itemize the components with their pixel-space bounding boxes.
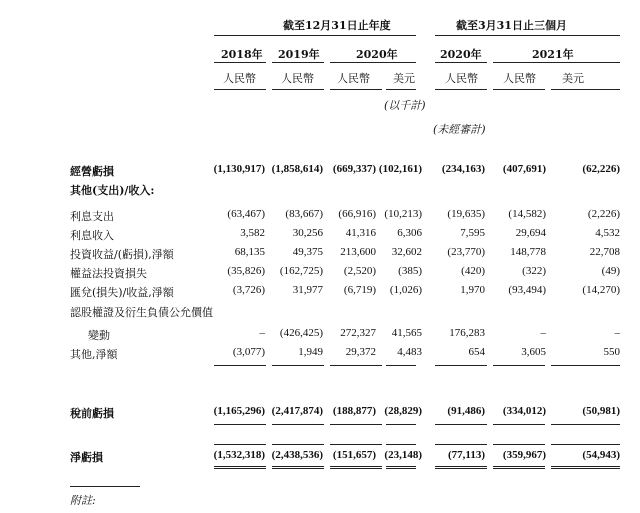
cell: (426,425): [279, 327, 323, 339]
cell: (669,337): [332, 163, 376, 175]
cell: 4,483: [397, 346, 422, 358]
row-label-warrant-fv: 認股權證及衍生負債公允價值: [70, 306, 213, 319]
currency-label-3: 人民幣: [337, 72, 370, 85]
netloss-double-rule: [435, 466, 487, 469]
group-rule-quarterly: [435, 35, 620, 36]
cell: 7,595: [460, 227, 485, 239]
cell: (1,532,318): [213, 449, 265, 461]
cell: (63,467): [227, 208, 265, 220]
cell: 22,708: [589, 246, 620, 258]
cell: 1,949: [298, 346, 323, 358]
cell: 32,602: [391, 246, 422, 258]
cell: 3,605: [521, 346, 546, 358]
cell: 49,375: [292, 246, 323, 258]
netloss-top-rule: [386, 444, 416, 445]
cell: (14,582): [508, 208, 546, 220]
group-header-annual: 截至12月31日止年度: [283, 19, 391, 32]
row-label-investment-gain: 投資收益/(虧損),淨額: [70, 248, 174, 261]
cell: (334,012): [502, 405, 546, 417]
header-rule-2: [272, 89, 324, 90]
cell: 654: [468, 346, 485, 358]
row-label-other-net: 其他,淨額: [70, 348, 118, 361]
subtotal-rule: [551, 365, 620, 366]
row-label-operating-loss: 經營虧損: [70, 165, 114, 178]
row-label-pretax-loss: 稅前虧損: [70, 407, 114, 420]
cell: 29,694: [515, 227, 546, 239]
cell: (407,691): [502, 163, 546, 175]
cell: 68,135: [234, 246, 265, 258]
year-rule-2020: [330, 62, 416, 63]
note-thousands: (以千計): [384, 99, 426, 112]
cell: (162,725): [279, 265, 323, 277]
netloss-top-rule: [435, 444, 487, 445]
cell: (93,494): [508, 284, 546, 296]
netloss-double-rule: [330, 466, 382, 469]
year-rule-2020-q: [435, 62, 487, 63]
cell: (1,858,614): [271, 163, 323, 175]
cell: (91,486): [447, 405, 485, 417]
cell: (1,130,917): [213, 163, 265, 175]
cell: 550: [603, 346, 620, 358]
note-unaudited: (未經審計): [433, 123, 486, 136]
netloss-top-rule: [214, 444, 266, 445]
currency-label-5: 人民幣: [445, 72, 478, 85]
currency-label-7: 美元: [562, 72, 584, 85]
row-label-equity-method-loss: 權益法投資損失: [70, 267, 147, 280]
currency-label-2: 人民幣: [281, 72, 314, 85]
netloss-double-rule: [272, 466, 324, 469]
header-rule-6: [493, 89, 545, 90]
netloss-double-rule: [386, 466, 416, 469]
cell: 4,532: [595, 227, 620, 239]
cell: (102,161): [378, 163, 422, 175]
cell: 6,306: [397, 227, 422, 239]
pretax-rule: [386, 424, 416, 425]
cell: (420): [461, 265, 485, 277]
cell: (54,943): [582, 449, 620, 461]
cell: (322): [522, 265, 546, 277]
cell: (1,165,296): [213, 405, 265, 417]
cell: (359,967): [502, 449, 546, 461]
group-header-quarterly: 截至3月31日止三個月: [456, 19, 567, 32]
row-label-interest-expense: 利息支出: [70, 210, 114, 223]
cell: (66,916): [338, 208, 376, 220]
cell: (83,667): [285, 208, 323, 220]
cell: (1,026): [389, 284, 422, 296]
pretax-rule: [551, 424, 620, 425]
cell: 176,283: [449, 327, 485, 339]
header-rule-1: [214, 89, 266, 90]
year-rule-2019: [272, 62, 324, 63]
cell: 213,600: [340, 246, 376, 258]
cell: 272,327: [340, 327, 376, 339]
subtotal-rule: [386, 365, 416, 366]
cell: (10,213): [384, 208, 422, 220]
pretax-rule: [330, 424, 382, 425]
cell: 41,316: [345, 227, 376, 239]
netloss-top-rule: [493, 444, 545, 445]
cell: 1,970: [460, 284, 485, 296]
cell: (385): [398, 265, 422, 277]
row-label-other-header: 其他(支出)/收入:: [70, 184, 155, 197]
cell: (23,770): [447, 246, 485, 258]
netloss-top-rule: [551, 444, 620, 445]
cell: (77,113): [448, 449, 485, 461]
year-label-2018: 2018年: [221, 48, 263, 61]
cell: 30,256: [292, 227, 323, 239]
year-label-2019: 2019年: [278, 48, 320, 61]
footnote-label: 附註:: [70, 494, 96, 507]
subtotal-rule: [214, 365, 266, 366]
year-rule-2018: [214, 62, 266, 63]
subtotal-rule: [330, 365, 382, 366]
cell: –: [259, 327, 265, 339]
cell: (2,438,536): [271, 449, 323, 461]
row-label-fx: 匯兌(損失)/收益,淨額: [70, 286, 174, 299]
cell: (62,226): [582, 163, 620, 175]
year-rule-2021-q: [493, 62, 620, 63]
currency-label-4: 美元: [393, 72, 415, 85]
cell: (151,657): [332, 449, 376, 461]
header-rule-7: [551, 89, 620, 90]
cell: (3,077): [232, 346, 265, 358]
group-rule-annual: [214, 35, 416, 36]
cell: (2,520): [343, 265, 376, 277]
cell: 31,977: [292, 284, 323, 296]
row-label-warrant-change: 變動: [88, 329, 110, 342]
netloss-top-rule: [272, 444, 324, 445]
pretax-rule: [435, 424, 487, 425]
cell: (28,829): [384, 405, 422, 417]
year-label-2020-q1: 2020年: [440, 48, 482, 61]
pretax-rule: [493, 424, 545, 425]
row-label-interest-income: 利息收入: [70, 229, 114, 242]
cell: (19,635): [447, 208, 485, 220]
cell: (2,417,874): [271, 405, 323, 417]
netloss-double-rule: [493, 466, 545, 469]
subtotal-rule: [493, 365, 545, 366]
cell: (49): [601, 265, 620, 277]
currency-label-6: 人民幣: [503, 72, 536, 85]
cell: (23,148): [384, 449, 422, 461]
cell: –: [540, 327, 546, 339]
cell: 29,372: [345, 346, 376, 358]
netloss-double-rule: [214, 466, 266, 469]
header-rule-5: [435, 89, 487, 90]
cell: 148,778: [510, 246, 546, 258]
cell: (3,726): [232, 284, 265, 296]
cell: –: [614, 327, 620, 339]
subtotal-rule: [435, 365, 487, 366]
currency-label-1: 人民幣: [223, 72, 256, 85]
netloss-top-rule: [330, 444, 382, 445]
pretax-rule: [214, 424, 266, 425]
year-label-2020-annual: 2020年: [356, 48, 398, 61]
cell: 3,582: [240, 227, 265, 239]
cell: (234,163): [441, 163, 485, 175]
cell: (50,981): [582, 405, 620, 417]
row-label-net-loss: 淨虧損: [70, 451, 103, 464]
subtotal-rule: [272, 365, 324, 366]
netloss-double-rule: [551, 466, 620, 469]
cell: (188,877): [332, 405, 376, 417]
pretax-rule: [272, 424, 324, 425]
cell: (6,719): [343, 284, 376, 296]
footnote-rule: [70, 486, 140, 487]
header-rule-3: [330, 89, 382, 90]
header-rule-4: [386, 89, 416, 90]
cell: (35,826): [227, 265, 265, 277]
cell: (2,226): [587, 208, 620, 220]
cell: 41,565: [391, 327, 422, 339]
cell: (14,270): [582, 284, 620, 296]
year-label-2021-q1: 2021年: [532, 48, 574, 61]
